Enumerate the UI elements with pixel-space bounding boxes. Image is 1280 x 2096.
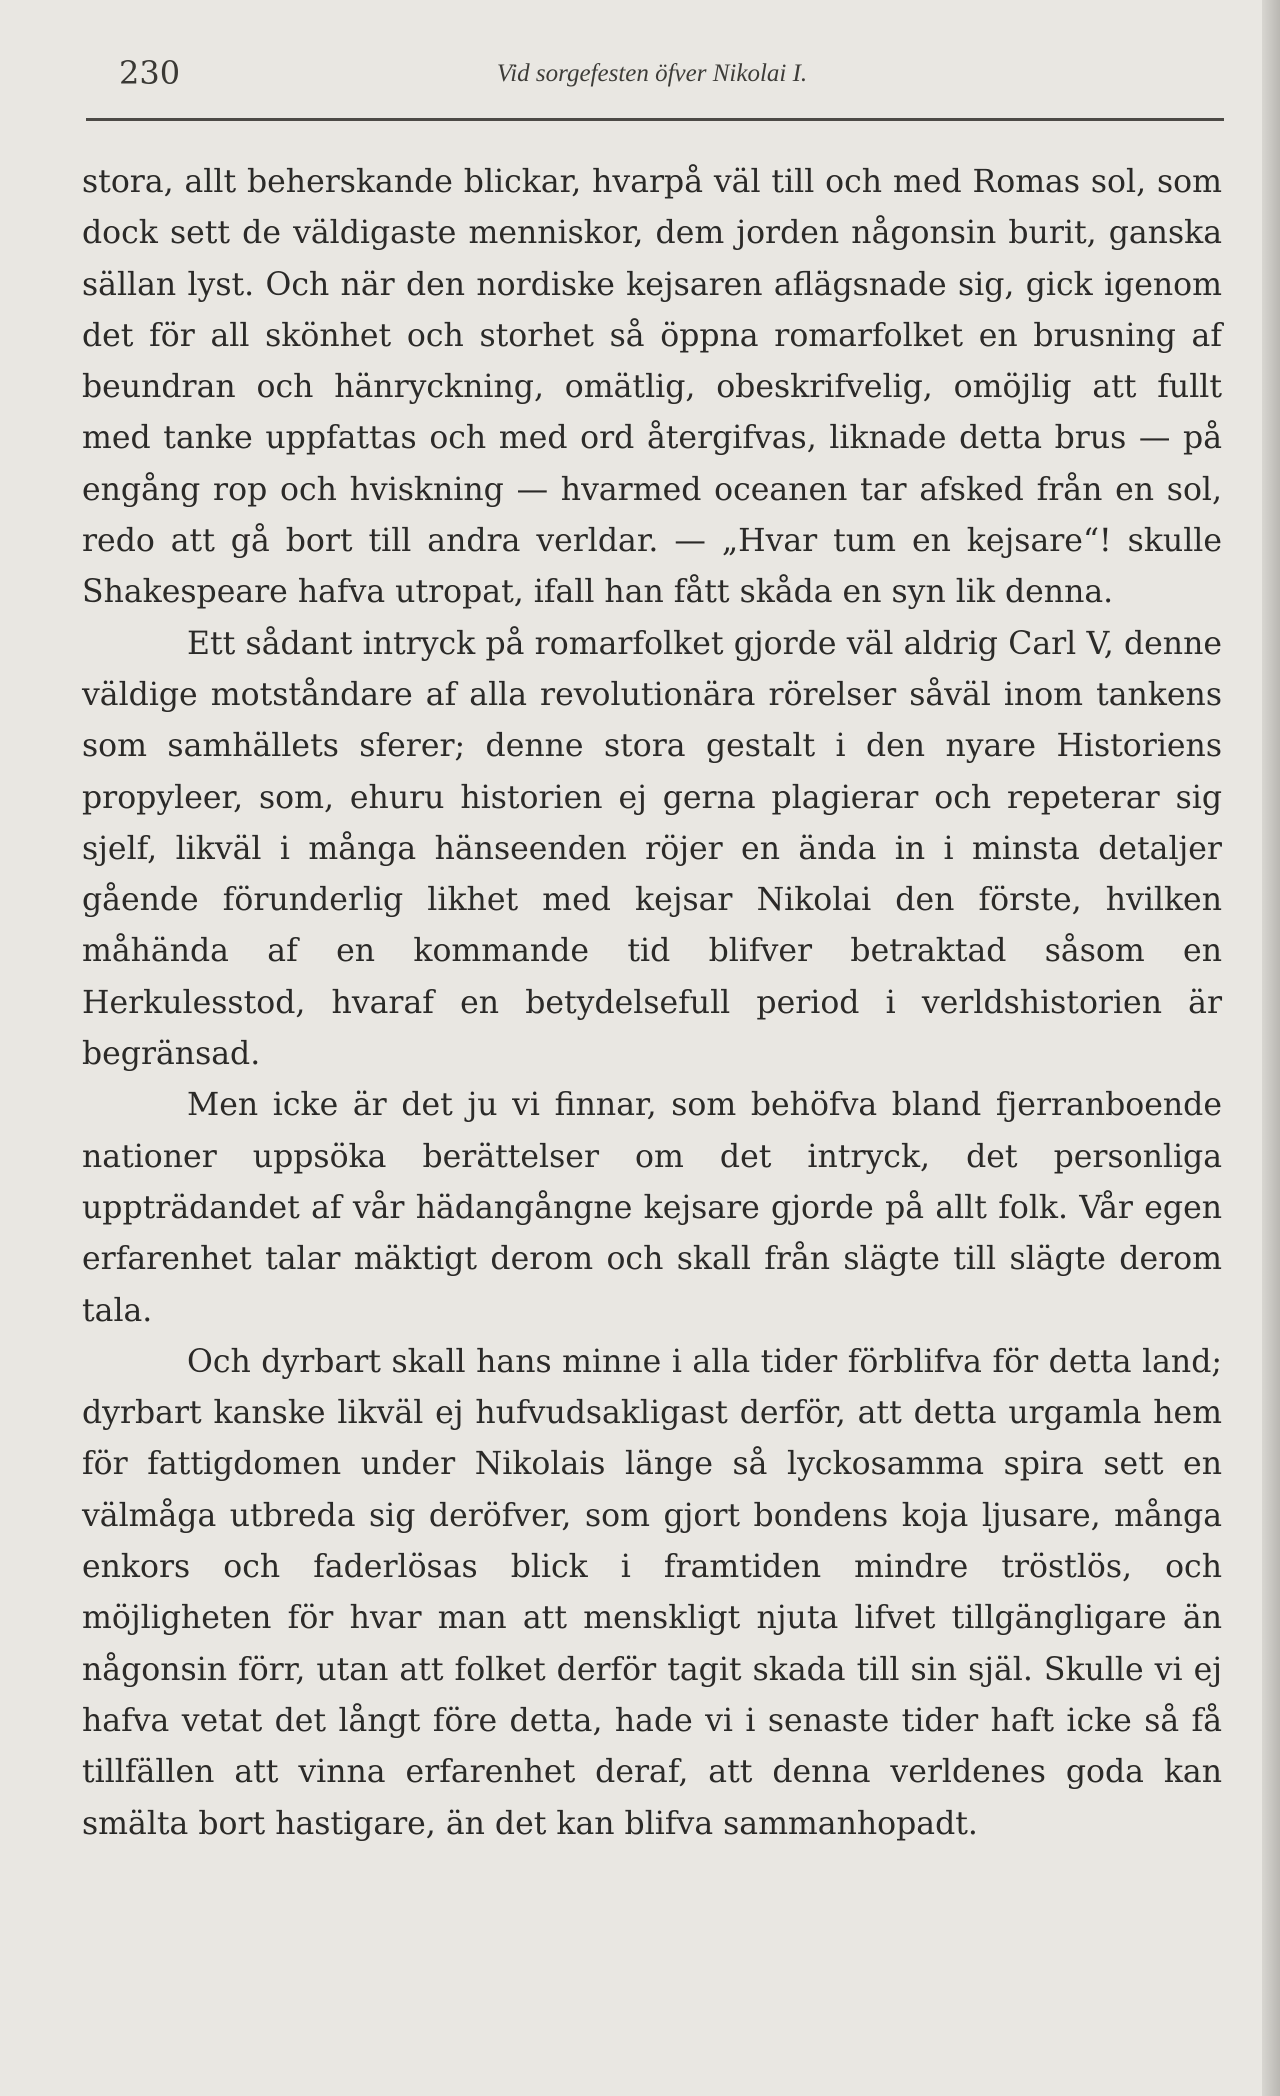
paragraph-2: Ett sådant intryck på romarfolket gjorde väl aldrig Carl V, denne väldige motståndare af alla revolutionära rörelser såväl inom tankens som samhällets sferer; denne stora gestalt i den nyare Historiens propyleer, som, ehuru historien ej gerna plagierar och repeterar sig sjelf, likväl i många hänseenden röjer en ända in i minsta detaljer gående förunderlig likhet med kejsar Nikolai den förste, hvilken måhända af en kommande tid blifver betraktad såsom en Herkulesstod, hvaraf en betydelsefull period i verldshistorien är begränsad. bbox=[82, 625, 1222, 1073]
page-number: 230 bbox=[119, 54, 181, 92]
running-head: Vid sorgefesten öfver Nikolai I. bbox=[496, 60, 808, 87]
paragraph-1: stora, allt beherskande blickar, hvarpå väl till och med Romas sol, som dock sett de väldigaste menniskor, dem jorden någonsin burit, ganska sällan lyst. Och när den nordiske kejsaren aflägsnade sig, gick igenom det för all skönhet och storhet så öppna romarfolket en brusning af beundran och hänryckning, omätlig, obeskrifvelig, omöjlig att fullt med tanke uppfattas och med ord återgifvas, liknade detta brus — på engång rop och hviskning — hvarmed oceanen tar afsked från en sol, redo att gå bort till andra verldar. — „Hvar tum en kejsare“! skulle Shakespeare hafva utropat, ifall han fått skåda en syn lik denna. bbox=[82, 164, 1222, 611]
header-rule bbox=[86, 118, 1224, 121]
paragraph-4: Och dyrbart skall hans minne i alla tider förblifva för detta land; dyrbart kanske likväl ej hufvudsakligast derför, att detta urgamla hem för fattigdomen under Nikolais länge så lyckosamma spira sett en välmåga utbreda sig deröfver, som gjort bondens koja ljusare, många enkors och faderlösas blick i framtiden mindre tröstlös, och möjligheten för hvar man att menskligt njuta lifvet tillgängligare än någonsin förr, utan att folket derför tagit skada till sin själ. Skulle vi ej hafva vetat det långt före detta, hade vi i senaste tider haft icke så få tillfällen att vinna erfarenhet deraf, att denna verldenes goda kan smälta bort hastigare, än det kan blifva sammanhopadt. bbox=[82, 1343, 1222, 1842]
paragraph-3: Men icke är det ju vi finnar, som behöfva bland fjerranboende nationer uppsöka berättelser om det intryck, det personliga uppträdandet af vår hädangångne kejsare gjorde på allt folk. Vår egen erfarenhet talar mäktigt derom och skall från slägte till slägte derom tala. bbox=[82, 1087, 1222, 1329]
page-edge-shadow bbox=[1262, 0, 1280, 2096]
body-text bbox=[82, 157, 1222, 1850]
